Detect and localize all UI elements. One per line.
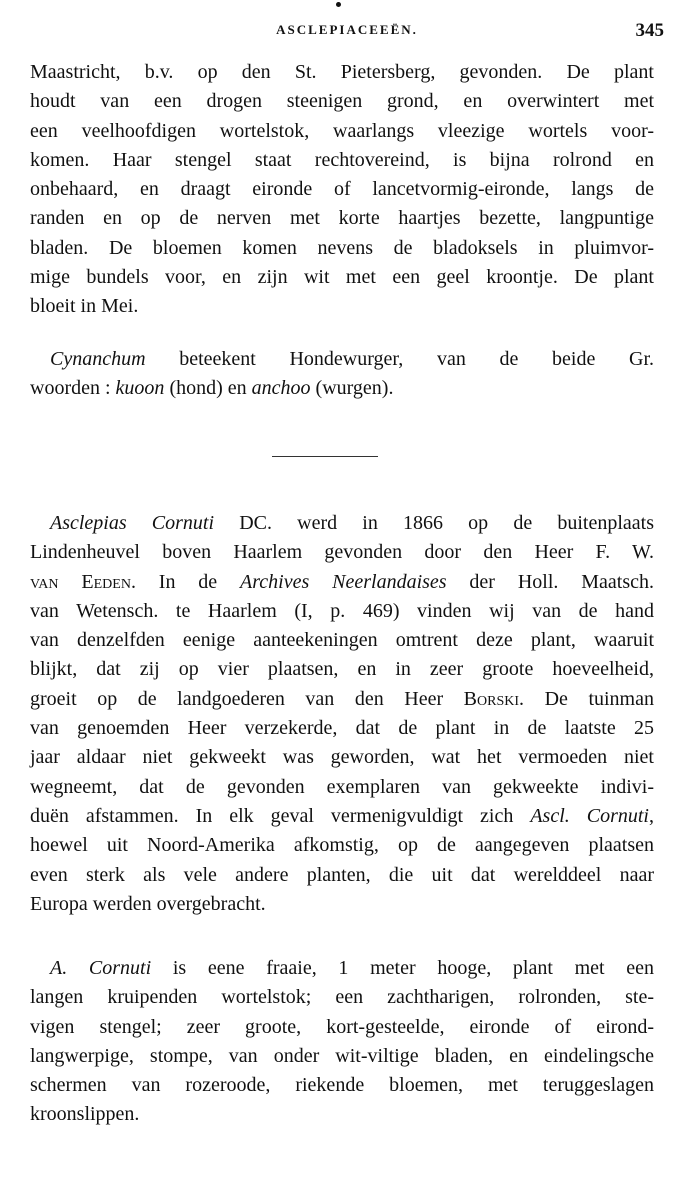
italic-term: Archives Neerlandaises (240, 570, 447, 593)
text-line: van genoemden Heer verzekerde, dat de plant in de laatste 25 (30, 717, 654, 740)
text-line (30, 509, 654, 538)
text-line: Europa werden overgebracht. (30, 892, 266, 915)
text-line (30, 685, 654, 714)
italic-term: kuoon (115, 377, 165, 400)
text-line: houdt van een drogen steenigen grond, en overwintert met (30, 90, 654, 113)
small-caps-name: Borski (463, 687, 520, 710)
text-line: schermen van rozeroode, riekende bloemen, met teruggeslagen (30, 1074, 654, 1097)
text-line: van denzelfden eenige aanteekeningen omtrent deze plant, waaruit (30, 629, 654, 652)
italic-term: A. Cornuti (50, 957, 152, 979)
text-run: DC. werd in 1866 op de buitenplaats (214, 512, 654, 534)
paragraph-etymology (30, 345, 654, 404)
text-line (30, 374, 654, 403)
text-line: jaar aldaar niet gekweekt was geworden, wat het vermoeden niet (30, 746, 654, 769)
text-run: (wurgen). (310, 377, 394, 400)
paragraph-asclepias-cornuti-discovery (30, 509, 654, 919)
text-run: duën afstammen. In elk geval vermenigvuldigt zich (30, 804, 531, 827)
text-line: vigen stengel; zeer groote, kort-gesteelde, eironde of eirond- (30, 1015, 654, 1038)
text-line: hoewel uit Noord-Amerika afkomstig, op de aangegeven plaatsen (30, 834, 654, 857)
text-line (30, 345, 654, 374)
running-title: ASCLEPIACEEËN. (276, 22, 418, 37)
text-line: langen kruipenden wortelstok; een zachtharigen, rolronden, ste- (30, 986, 654, 1009)
italic-term: anchoo (251, 377, 311, 400)
text-line: mige bundels voor, en zijn wit met een geel kroontje. De plant (30, 266, 654, 289)
text-line (30, 954, 654, 983)
section-divider (272, 456, 378, 457)
text-line: randen en op de nerven met korte haartjes bezette, langpuntige (30, 207, 654, 230)
text-line: bloeit in Mei. (30, 295, 139, 318)
page-number: 345 (635, 20, 664, 41)
text-line: kroonslippen. (30, 1103, 140, 1126)
text-run: beteekent Hondewurger, van de beide Gr. (145, 348, 654, 370)
text-run: , (649, 804, 654, 827)
text-line: van Wetensch. te Haarlem (I, p. 469) vinden wij van de hand (30, 599, 654, 622)
ink-dot (336, 2, 341, 7)
text-run: woorden : (30, 377, 116, 400)
text-run: is eene fraaie, 1 meter hooge, plant met een (151, 957, 655, 979)
text-line: langwerpige, stompe, van onder wit-viltige bladen, en eindelingsche (30, 1044, 654, 1067)
text-run: . In de (130, 570, 241, 593)
paragraph-cynanchum-description (30, 58, 654, 322)
small-caps-name: van Eeden (30, 570, 131, 593)
text-line: een veelhoofdigen wortelstok, waarlangs vleezige wortels voor- (30, 119, 654, 142)
text-line: blijkt, dat zij op vier plaatsen, en in zeer groote hoeveelheid, (30, 658, 654, 681)
text-line (30, 568, 654, 597)
text-run: groeit op de landgoederen van den Heer (30, 687, 464, 710)
text-run: der Holl. Maatsch. (446, 570, 654, 593)
italic-term: Ascl. Cornuti (530, 804, 649, 827)
text-line: bladen. De bloemen komen nevens de bladoksels in pluimvor- (30, 236, 654, 259)
text-run: (hond) en (164, 377, 252, 400)
text-line: wegneemt, dat de gevonden exemplaren van gekweekte indivi- (30, 775, 654, 798)
italic-term: Cynanchum (50, 348, 146, 370)
text-line: komen. Haar stengel staat rechtovereind, is bijna rolrond en (30, 148, 654, 171)
running-header (30, 22, 664, 46)
text-line: Lindenheuvel boven Haarlem gevonden door den Heer F. W. (30, 541, 654, 564)
paragraph-asclepias-cornuti-description (30, 954, 654, 1130)
text-line (30, 802, 654, 831)
text-line: even sterk als vele andere planten, die uit dat werelddeel naar (30, 863, 654, 886)
text-run: . De tuinman (519, 687, 654, 710)
text-line: Maastricht, b.v. op den St. Pietersberg, gevonden. De plant (30, 61, 654, 83)
text-line: onbehaard, en draagt eironde of lancetvormig-eironde, langs de (30, 178, 654, 201)
italic-term: Asclepias Cornuti (50, 512, 215, 534)
